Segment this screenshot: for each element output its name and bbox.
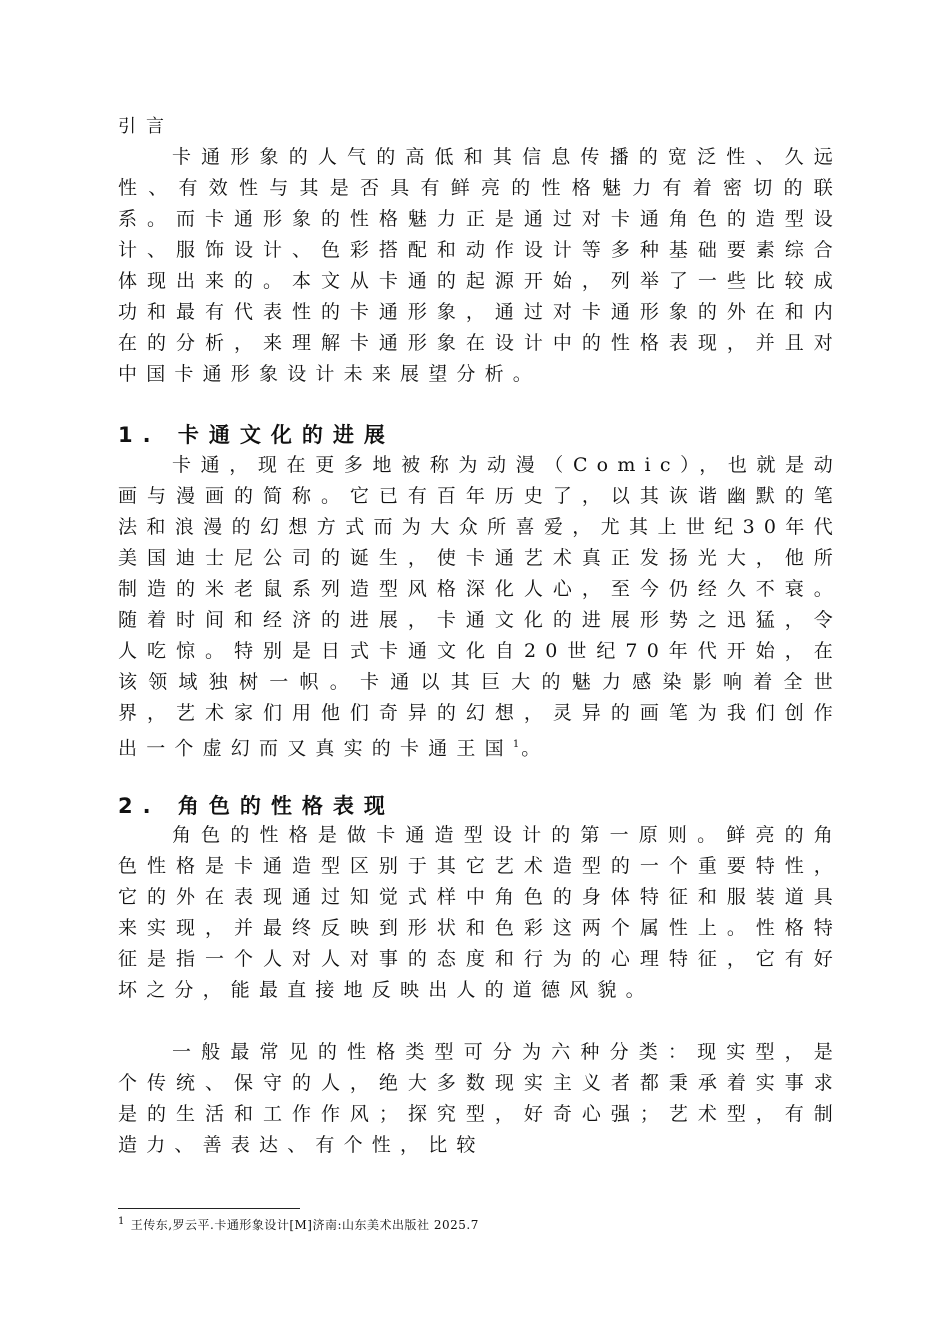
section-1-end: 。	[521, 737, 550, 760]
section-2-paragraph-2: 一般最常见的性格类型可分为六种分类：现实型，是个传统、保守的人，绝大多数现实主义者都秉承着实事求是的生活和工作作风；探究型，好奇心强；艺术型，有制造力、善表达、有个性，比较	[118, 1041, 842, 1156]
section-1-body: 卡通，现在更多地被称为动漫（Comic），也就是动画与漫画的简称。它已有百年历史了，以其诙谐幽默的笔法和浪漫的幻想方式而为大众所喜爱，尤其上世纪30年代美国迪士尼公司的诞生，使卡通艺术真正发扬光大，他所制造的米老鼠系列造型风格深化人心，至今仍经久不衰。随着时间和经济的进展，卡通文化的进展形势之迅猛，令人吃惊。特别是日式卡通文化自20世纪70年代开始，在该领域独树一帜。卡通以其巨大的魅力感染影响着全世界，艺术家们用他们奇异的幻想，灵异的画笔为我们创作出一个虚幻而又真实的卡通王国	[118, 454, 842, 760]
footnote-marker: 1	[118, 1216, 127, 1227]
section-1-title: 1. 卡通文化的进展	[118, 423, 395, 447]
footnote-reference: 1	[512, 739, 522, 750]
section-2-title: 2. 角色的性格表现	[118, 794, 395, 818]
section-2-paragraph-1: 角色的性格是做卡通造型设计的第一原则。鲜亮的角色性格是卡通造型区别于其它艺术造型的一个重要特性，它的外在表现通过知觉式样中角色的身体特征和服装道具来实现，并最终反映到形状和色彩这两个属性上。性格特征是指一个人对人对事的态度和行为的心理特征，它有好坏之分，能最直接地反映出人的道德风貌。	[118, 824, 842, 1001]
intro-paragraph: 卡通形象的人气的高低和其信息传播的宽泛性、久远性、有效性与其是否具有鲜亮的性格魅力有着密切的联系。而卡通形象的性格魅力正是通过对卡通角色的造型设计、服饰设计、色彩搭配和动作设计等多种基础要素综合体现出来的。本文从卡通的起源开始，列举了一些比较成功和最有代表性的卡通形象，通过对卡通形象的外在和内在的分析，来理解卡通形象在设计中的性格表现，并且对中国卡通形象设计未来展望分析。	[118, 146, 842, 385]
footnote-text: 王传东,罗云平.卡通形象设计[M]济南:山东美术出版社 2025.7	[130, 1218, 479, 1232]
intro-heading: 引言	[118, 116, 174, 137]
footnote	[118, 1213, 479, 1234]
footnote-divider	[118, 1208, 300, 1209]
section-1-paragraph	[118, 450, 842, 764]
